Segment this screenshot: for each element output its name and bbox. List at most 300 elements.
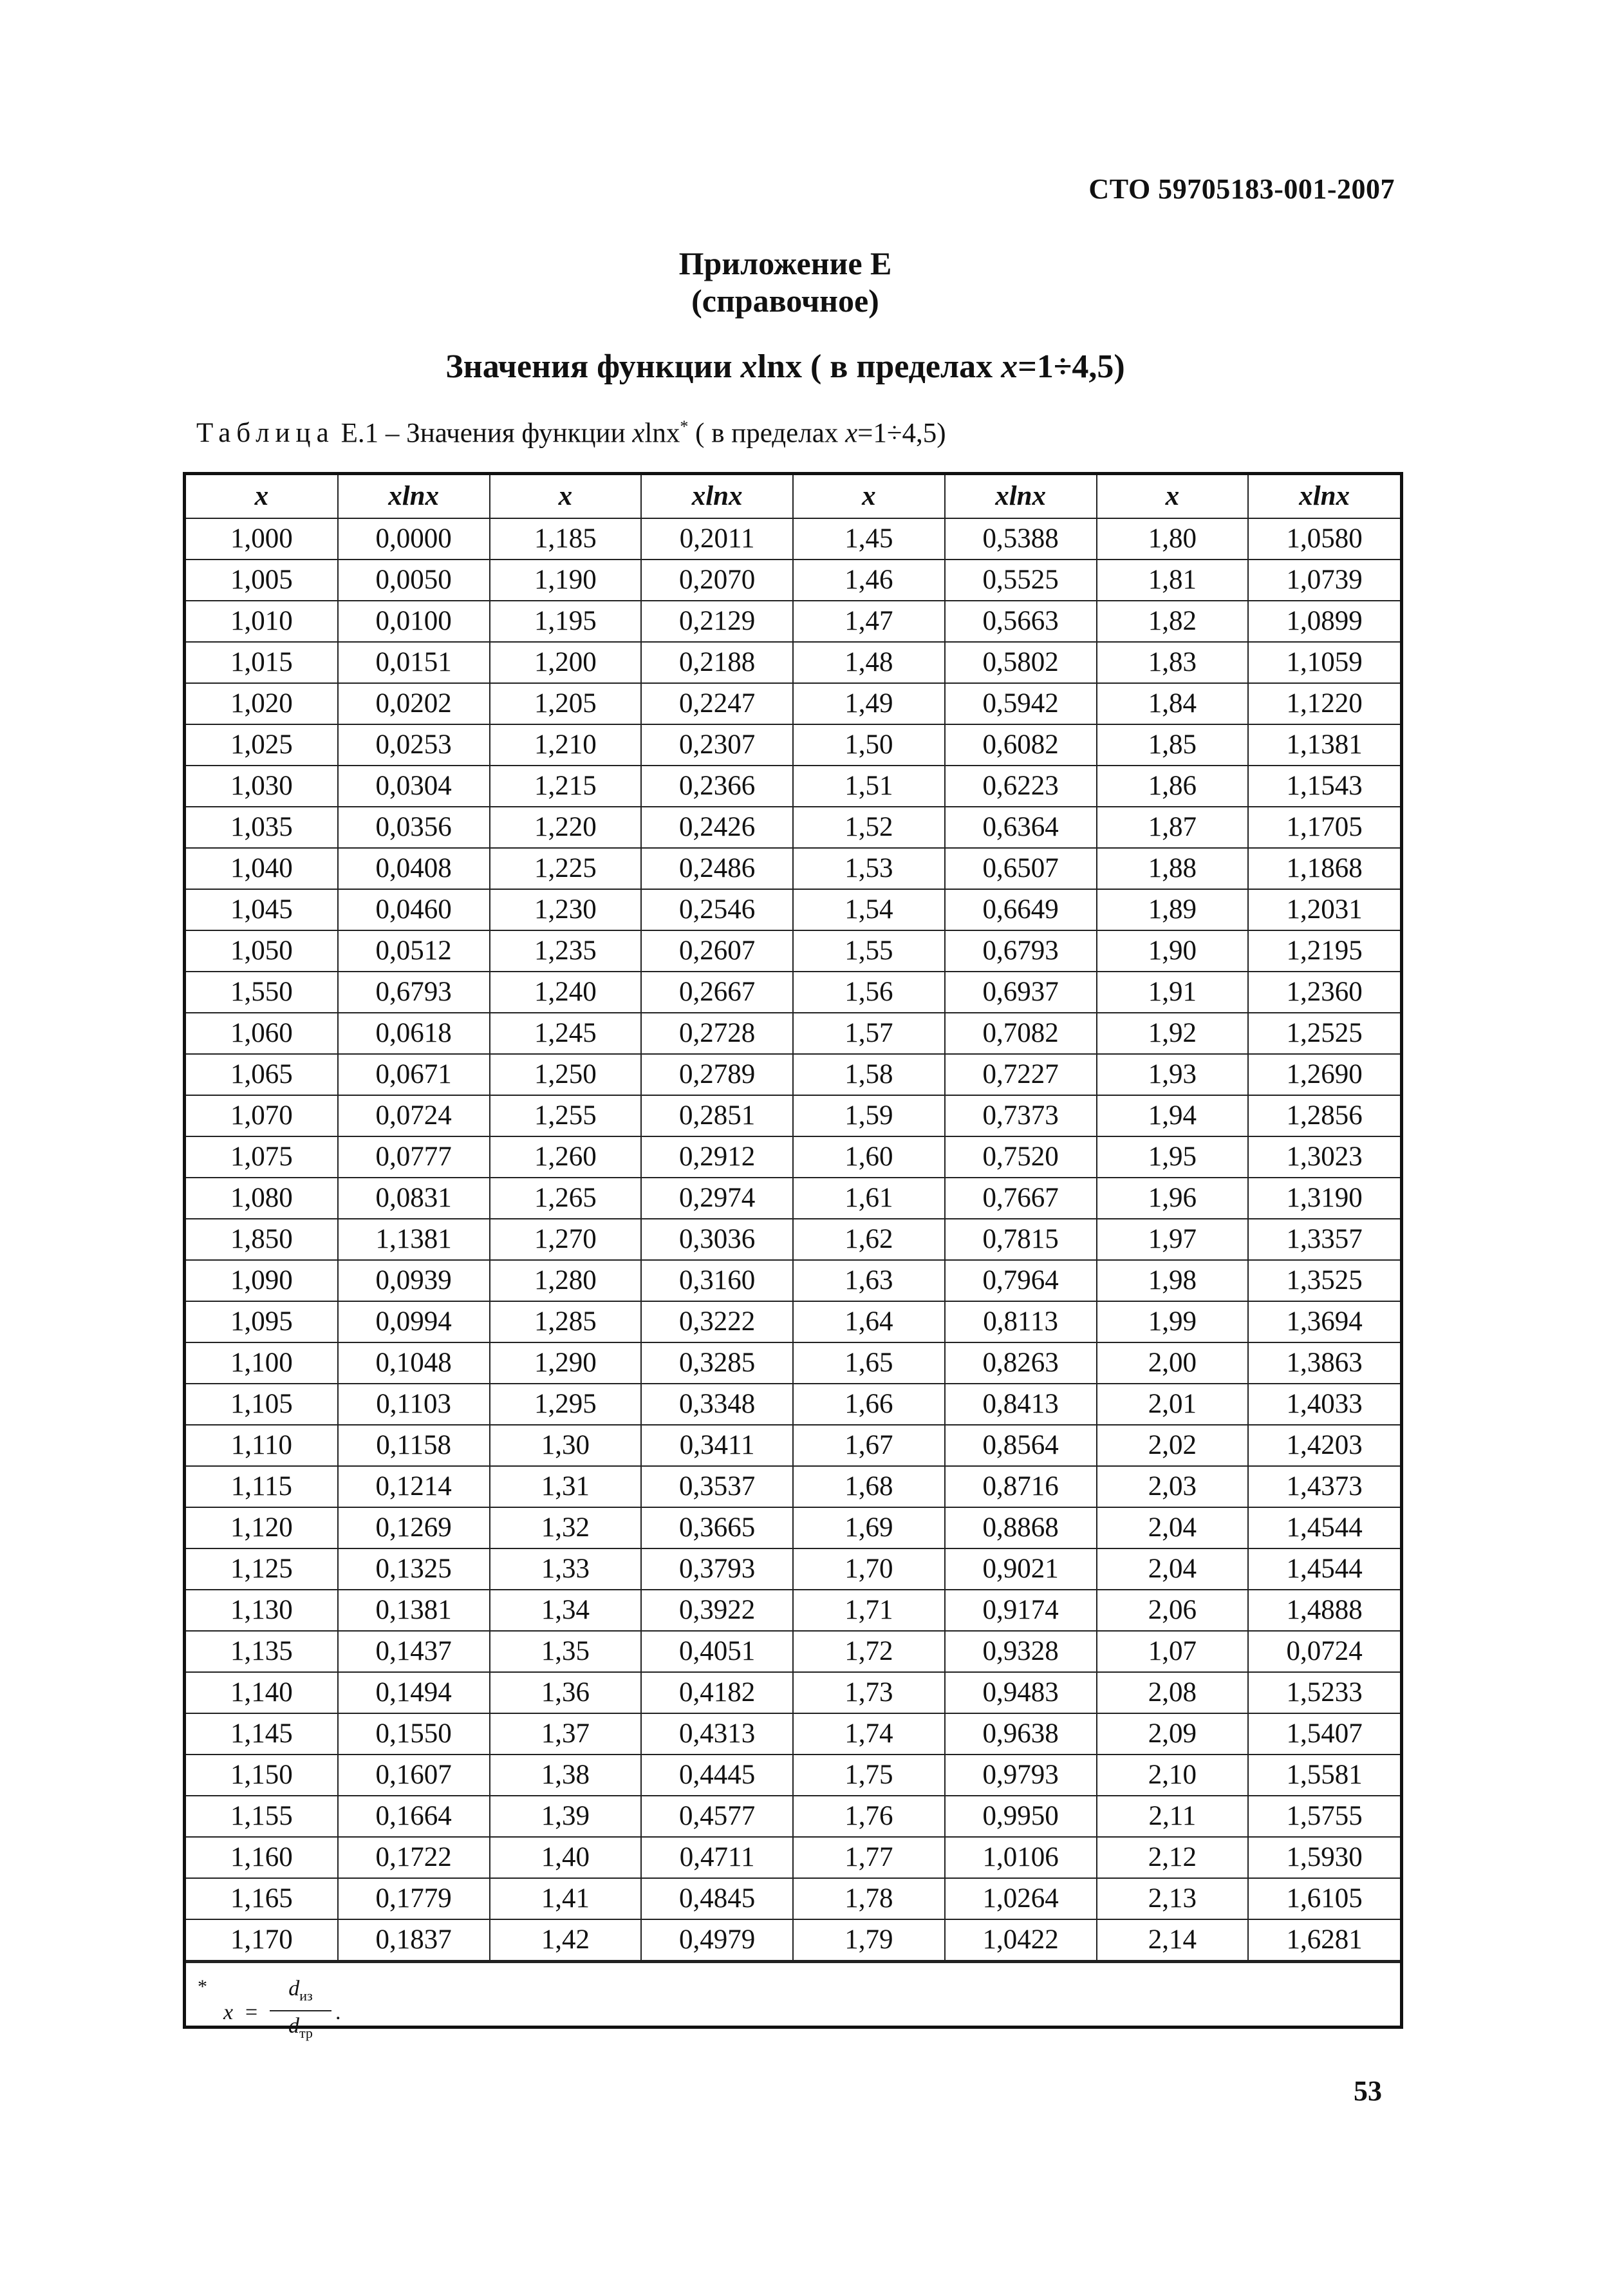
table-cell: 1,4203 [1248, 1425, 1400, 1466]
table-cell: 1,235 [490, 930, 642, 972]
section-title-pre: Значения функции [445, 348, 741, 385]
col-header: xlnx [641, 475, 793, 518]
table-cell: 1,1220 [1248, 683, 1400, 724]
footnote-fraction [270, 1975, 331, 2048]
table-cell: 0,1779 [338, 1878, 490, 1919]
table-row [186, 930, 1400, 972]
table-cell: 0,0512 [338, 930, 490, 972]
table-cell: 1,37 [490, 1713, 642, 1755]
table-cell: 2,13 [1097, 1878, 1249, 1919]
table-cell: 1,4373 [1248, 1466, 1400, 1507]
table-cell: 1,140 [186, 1672, 338, 1713]
table-cell: 1,34 [490, 1590, 642, 1631]
table-row [186, 1178, 1400, 1219]
table-row [186, 848, 1400, 889]
table-row [186, 1013, 1400, 1054]
table-cell: 1,230 [490, 889, 642, 930]
section-title-range: =1÷4,5) [1018, 348, 1125, 385]
table-cell: 1,47 [793, 601, 945, 642]
table-cell: 0,3411 [641, 1425, 793, 1466]
table-row [186, 1219, 1400, 1260]
table-cell: 0,4051 [641, 1631, 793, 1672]
table-cell: 1,98 [1097, 1260, 1249, 1301]
table-cell: 1,75 [793, 1755, 945, 1796]
table-cell: 1,87 [1097, 807, 1249, 848]
table-cell: 0,7227 [945, 1054, 1097, 1095]
table-cell: 0,3537 [641, 1466, 793, 1507]
table-cell: 0,8868 [945, 1507, 1097, 1548]
table-cell: 0,5525 [945, 560, 1097, 601]
table-cell: 1,66 [793, 1384, 945, 1425]
table-row [186, 1713, 1400, 1755]
table-cell: 0,2789 [641, 1054, 793, 1095]
col-header: xlnx [1248, 475, 1400, 518]
table-cell: 1,195 [490, 601, 642, 642]
table-cell: 1,41 [490, 1878, 642, 1919]
col-header: xlnx [338, 475, 490, 518]
table-cell: 0,0253 [338, 724, 490, 766]
table-cell: 1,6281 [1248, 1919, 1400, 1961]
table-cell: 0,8716 [945, 1466, 1097, 1507]
table-row [186, 1548, 1400, 1590]
table-cell: 1,065 [186, 1054, 338, 1095]
caption-range-pre: ( в пределах [688, 418, 846, 449]
appendix-title: Приложение Е [678, 245, 892, 281]
table-cell: 1,84 [1097, 683, 1249, 724]
table-cell: 1,39 [490, 1796, 642, 1837]
table-cell: 0,0939 [338, 1260, 490, 1301]
table-cell: 0,6364 [945, 807, 1097, 848]
table-cell: 0,0724 [338, 1095, 490, 1136]
table-cell: 0,6082 [945, 724, 1097, 766]
table-cell: 1,2525 [1248, 1013, 1400, 1054]
table-cell: 1,000 [186, 518, 338, 560]
table-row [186, 766, 1400, 807]
table-cell: 1,96 [1097, 1178, 1249, 1219]
table-cell: 0,0202 [338, 683, 490, 724]
table-cell: 1,165 [186, 1878, 338, 1919]
table-cell: 0,3222 [641, 1301, 793, 1342]
table-cell: 1,73 [793, 1672, 945, 1713]
table-cell: 1,95 [1097, 1136, 1249, 1178]
table-row [186, 1384, 1400, 1425]
table-cell: 0,9793 [945, 1755, 1097, 1796]
table-cell: 1,77 [793, 1837, 945, 1878]
table-cell: 1,2195 [1248, 930, 1400, 972]
table-cell: 1,80 [1097, 518, 1249, 560]
table-cell: 0,0671 [338, 1054, 490, 1095]
table-cell: 0,8263 [945, 1342, 1097, 1384]
table-cell: 0,4711 [641, 1837, 793, 1878]
table-cell: 1,71 [793, 1590, 945, 1631]
table-cell: 1,88 [1097, 848, 1249, 889]
table-cell: 0,0618 [338, 1013, 490, 1054]
table-cell: 1,3357 [1248, 1219, 1400, 1260]
table-cell: 0,0356 [338, 807, 490, 848]
table-cell: 0,2188 [641, 642, 793, 683]
table-cell: 1,035 [186, 807, 338, 848]
table-cell: 1,170 [186, 1919, 338, 1961]
table-cell: 1,040 [186, 848, 338, 889]
table-cell: 0,1214 [338, 1466, 490, 1507]
table-cell: 1,1543 [1248, 766, 1400, 807]
table-cell: 1,2031 [1248, 889, 1400, 930]
table-cell: 2,03 [1097, 1466, 1249, 1507]
table-row [186, 1342, 1400, 1384]
table-cell: 0,0724 [1248, 1631, 1400, 1672]
table-cell: 0,1381 [338, 1590, 490, 1631]
table-row [186, 1301, 1400, 1342]
table-cell: 1,3863 [1248, 1342, 1400, 1384]
table-cell: 1,2856 [1248, 1095, 1400, 1136]
table-cell: 1,76 [793, 1796, 945, 1837]
table-cell: 1,42 [490, 1919, 642, 1961]
table-cell: 1,72 [793, 1631, 945, 1672]
table-row [186, 1136, 1400, 1178]
table-cell: 1,90 [1097, 930, 1249, 972]
table-cell: 1,64 [793, 1301, 945, 1342]
col-header: x [793, 475, 945, 518]
table-cell: 0,4845 [641, 1878, 793, 1919]
table-row [186, 1796, 1400, 1837]
table-cell: 1,3694 [1248, 1301, 1400, 1342]
table-cell: 0,6223 [945, 766, 1097, 807]
table-cell: 1,255 [490, 1095, 642, 1136]
table-cell: 1,145 [186, 1713, 338, 1755]
table-footnote [186, 1961, 1400, 2060]
table-cell: 1,115 [186, 1466, 338, 1507]
table-cell: 1,1868 [1248, 848, 1400, 889]
table-cell: 1,30 [490, 1425, 642, 1466]
caption-func2: lnx [644, 418, 680, 449]
table-cell: 1,94 [1097, 1095, 1249, 1136]
table-cell: 1,090 [186, 1260, 338, 1301]
table-cell: 1,4888 [1248, 1590, 1400, 1631]
table-cell: 1,0106 [945, 1837, 1097, 1878]
table-cell: 1,265 [490, 1178, 642, 1219]
numerator-symbol: d [288, 1977, 300, 2000]
table-cell: 1,60 [793, 1136, 945, 1178]
table-cell: 1,280 [490, 1260, 642, 1301]
table-cell: 1,210 [490, 724, 642, 766]
table-cell: 0,0460 [338, 889, 490, 930]
table-row [186, 1095, 1400, 1136]
table-cell: 1,0422 [945, 1919, 1097, 1961]
table-cell: 1,82 [1097, 601, 1249, 642]
table-cell: 0,3922 [641, 1590, 793, 1631]
col-header: x [186, 475, 338, 518]
table-cell: 0,2486 [641, 848, 793, 889]
table-cell: 0,7815 [945, 1219, 1097, 1260]
table-cell: 1,015 [186, 642, 338, 683]
table-cell: 0,2011 [641, 518, 793, 560]
table-cell: 1,93 [1097, 1054, 1249, 1095]
section-title-func: x [740, 348, 758, 385]
table-cell: 1,78 [793, 1878, 945, 1919]
table-row [186, 1672, 1400, 1713]
table-cell: 1,63 [793, 1260, 945, 1301]
footnote-period: . [335, 2000, 341, 2024]
table-row [186, 1837, 1400, 1878]
table-cell: 0,7373 [945, 1095, 1097, 1136]
table-cell: 1,2690 [1248, 1054, 1400, 1095]
table-cell: 1,095 [186, 1301, 338, 1342]
table-row [186, 1878, 1400, 1919]
table-cell: 1,250 [490, 1054, 642, 1095]
table-row [186, 972, 1400, 1013]
table-cell: 1,51 [793, 766, 945, 807]
page-number: 53 [1354, 2075, 1382, 2107]
table-cell: 1,92 [1097, 1013, 1249, 1054]
table-cell: 0,0151 [338, 642, 490, 683]
section-title-var: x [1001, 348, 1018, 385]
fraction-numerator [270, 1975, 331, 2011]
table-cell: 0,9174 [945, 1590, 1097, 1631]
table-cell: 0,2366 [641, 766, 793, 807]
table-cell: 1,07 [1097, 1631, 1249, 1672]
caption-range: =1÷4,5) [857, 418, 946, 449]
table-cell: 2,12 [1097, 1837, 1249, 1878]
table-cell: 1,57 [793, 1013, 945, 1054]
caption-id: Е.1 – Значения функции [340, 418, 633, 449]
table-cell: 0,2546 [641, 889, 793, 930]
table-cell: 0,6937 [945, 972, 1097, 1013]
table-row [186, 1590, 1400, 1631]
table-cell: 0,2307 [641, 724, 793, 766]
table-cell: 0,3285 [641, 1342, 793, 1384]
table-cell: 0,2070 [641, 560, 793, 601]
table-cell: 0,2247 [641, 683, 793, 724]
numerator-subscript: из [299, 1987, 313, 2004]
table-cell: 0,0408 [338, 848, 490, 889]
table-cell: 1,59 [793, 1095, 945, 1136]
table-row [186, 724, 1400, 766]
table-cell: 0,9021 [945, 1548, 1097, 1590]
table-cell: 0,5802 [945, 642, 1097, 683]
table-cell: 2,14 [1097, 1919, 1249, 1961]
table-cell: 1,215 [490, 766, 642, 807]
table-cell: 1,060 [186, 1013, 338, 1054]
table-cell: 1,53 [793, 848, 945, 889]
table-cell: 0,2667 [641, 972, 793, 1013]
table-cell: 1,050 [186, 930, 338, 972]
table-cell: 0,4577 [641, 1796, 793, 1837]
section-title-func2: lnx [757, 348, 802, 385]
fraction-denominator [270, 2011, 331, 2048]
table-cell: 1,45 [793, 518, 945, 560]
table-row [186, 1919, 1400, 1961]
table-cell: 1,110 [186, 1425, 338, 1466]
table-cell: 1,54 [793, 889, 945, 930]
table-cell: 2,01 [1097, 1384, 1249, 1425]
caption-func: x [632, 418, 645, 449]
table-body [186, 518, 1400, 1961]
table-cell: 1,260 [490, 1136, 642, 1178]
table-cell: 0,4979 [641, 1919, 793, 1961]
denominator-subscript: тр [299, 2024, 313, 2041]
table-cell: 0,6507 [945, 848, 1097, 889]
table-cell: 0,9328 [945, 1631, 1097, 1672]
table-cell: 2,04 [1097, 1507, 1249, 1548]
table-cell: 1,4544 [1248, 1548, 1400, 1590]
table-cell: 1,1705 [1248, 807, 1400, 848]
table-cell: 0,1437 [338, 1631, 490, 1672]
table-cell: 1,155 [186, 1796, 338, 1837]
table-cell: 1,52 [793, 807, 945, 848]
table-cell: 1,85 [1097, 724, 1249, 766]
table-cell: 1,36 [490, 1672, 642, 1713]
table-cell: 1,99 [1097, 1301, 1249, 1342]
table-row [186, 1755, 1400, 1796]
caption-lead: Таблица [196, 418, 335, 449]
table-cell: 1,5755 [1248, 1796, 1400, 1837]
table-row [186, 1425, 1400, 1466]
table-cell: 0,1837 [338, 1919, 490, 1961]
table-cell: 0,0777 [338, 1136, 490, 1178]
table-row [186, 642, 1400, 683]
table-cell: 2,08 [1097, 1672, 1249, 1713]
table-cell: 1,79 [793, 1919, 945, 1961]
table-cell: 1,080 [186, 1178, 338, 1219]
table-cell: 0,8564 [945, 1425, 1097, 1466]
col-header: xlnx [945, 475, 1097, 518]
table-cell: 1,160 [186, 1837, 338, 1878]
table-cell: 1,185 [490, 518, 642, 560]
table-cell: 2,04 [1097, 1548, 1249, 1590]
table-row [186, 1260, 1400, 1301]
table-cell: 1,0899 [1248, 601, 1400, 642]
table-cell: 1,295 [490, 1384, 642, 1425]
table-cell: 1,86 [1097, 766, 1249, 807]
table-row [186, 518, 1400, 560]
table-cell: 0,5663 [945, 601, 1097, 642]
table-cell: 0,1269 [338, 1507, 490, 1548]
appendix-heading [0, 245, 1571, 319]
table-row [186, 560, 1400, 601]
section-title-post: ( в пределах [801, 348, 1002, 385]
table-cell: 0,0831 [338, 1178, 490, 1219]
table-cell: 1,0580 [1248, 518, 1400, 560]
table-cell: 1,35 [490, 1631, 642, 1672]
table-cell: 0,0000 [338, 518, 490, 560]
table-cell: 1,67 [793, 1425, 945, 1466]
table-cell: 1,025 [186, 724, 338, 766]
table-cell: 1,74 [793, 1713, 945, 1755]
table-header-row [186, 475, 1400, 518]
table-cell: 1,5233 [1248, 1672, 1400, 1713]
table-cell: 0,2607 [641, 930, 793, 972]
table-cell: 1,81 [1097, 560, 1249, 601]
table-cell: 0,0050 [338, 560, 490, 601]
table-cell: 1,49 [793, 683, 945, 724]
table-cell: 0,0994 [338, 1301, 490, 1342]
table-cell: 1,56 [793, 972, 945, 1013]
table-cell: 2,00 [1097, 1342, 1249, 1384]
table-cell: 1,4544 [1248, 1507, 1400, 1548]
table-cell: 1,240 [490, 972, 642, 1013]
table-cell: 0,3036 [641, 1219, 793, 1260]
footnote-equals: = [245, 2000, 258, 2024]
table-cell: 1,290 [490, 1342, 642, 1384]
table-cell: 1,005 [186, 560, 338, 601]
table-cell: 1,83 [1097, 642, 1249, 683]
table-cell: 0,3160 [641, 1260, 793, 1301]
table-row [186, 1507, 1400, 1548]
table-cell: 1,55 [793, 930, 945, 972]
table-cell: 0,3348 [641, 1384, 793, 1425]
table-cell: 1,850 [186, 1219, 338, 1260]
table-cell: 0,3793 [641, 1548, 793, 1590]
col-header: x [1097, 475, 1249, 518]
table-row [186, 683, 1400, 724]
table-row [186, 1054, 1400, 1095]
table-cell: 1,69 [793, 1507, 945, 1548]
table-row [186, 1466, 1400, 1507]
table-cell: 0,7520 [945, 1136, 1097, 1178]
table-cell: 1,5930 [1248, 1837, 1400, 1878]
table-cell: 0,1494 [338, 1672, 490, 1713]
table-cell: 0,5942 [945, 683, 1097, 724]
table-cell: 1,200 [490, 642, 642, 683]
values-table-frame [183, 472, 1403, 2041]
table-cell: 2,06 [1097, 1590, 1249, 1631]
table-cell: 1,50 [793, 724, 945, 766]
caption-star: * [680, 417, 689, 436]
table-cell: 1,070 [186, 1095, 338, 1136]
table-cell: 1,46 [793, 560, 945, 601]
table-cell: 0,1722 [338, 1837, 490, 1878]
table-cell: 1,65 [793, 1342, 945, 1384]
table-cell: 0,8113 [945, 1301, 1097, 1342]
table-cell: 1,3023 [1248, 1136, 1400, 1178]
table-cell: 1,225 [490, 848, 642, 889]
table-cell: 1,48 [793, 642, 945, 683]
table-cell: 0,7082 [945, 1013, 1097, 1054]
table-cell: 1,6105 [1248, 1878, 1400, 1919]
table-cell: 1,5581 [1248, 1755, 1400, 1796]
table-cell: 1,5407 [1248, 1713, 1400, 1755]
table-cell: 0,5388 [945, 518, 1097, 560]
values-table [186, 475, 1400, 1961]
table-cell: 1,1059 [1248, 642, 1400, 683]
table-cell: 1,130 [186, 1590, 338, 1631]
table-cell: 1,38 [490, 1755, 642, 1796]
table-row [186, 1631, 1400, 1672]
table-cell: 1,62 [793, 1219, 945, 1260]
table-cell: 1,61 [793, 1178, 945, 1219]
caption-var: x [845, 418, 858, 449]
table-cell: 1,125 [186, 1548, 338, 1590]
table-cell: 1,97 [1097, 1219, 1249, 1260]
table-cell: 1,91 [1097, 972, 1249, 1013]
table-cell: 0,6649 [945, 889, 1097, 930]
table-cell: 1,58 [793, 1054, 945, 1095]
table-cell: 0,6793 [338, 972, 490, 1013]
table-cell: 1,0739 [1248, 560, 1400, 601]
col-header: x [490, 475, 642, 518]
table-cell: 0,1664 [338, 1796, 490, 1837]
table-cell: 0,4313 [641, 1713, 793, 1755]
table-cell: 2,10 [1097, 1755, 1249, 1796]
table-cell: 1,70 [793, 1548, 945, 1590]
denominator-symbol: d [288, 2013, 300, 2038]
table-cell: 1,550 [186, 972, 338, 1013]
table-cell: 1,020 [186, 683, 338, 724]
table-cell: 1,220 [490, 807, 642, 848]
table-cell: 0,6793 [945, 930, 1097, 972]
table-cell: 0,2728 [641, 1013, 793, 1054]
table-cell: 1,3525 [1248, 1260, 1400, 1301]
